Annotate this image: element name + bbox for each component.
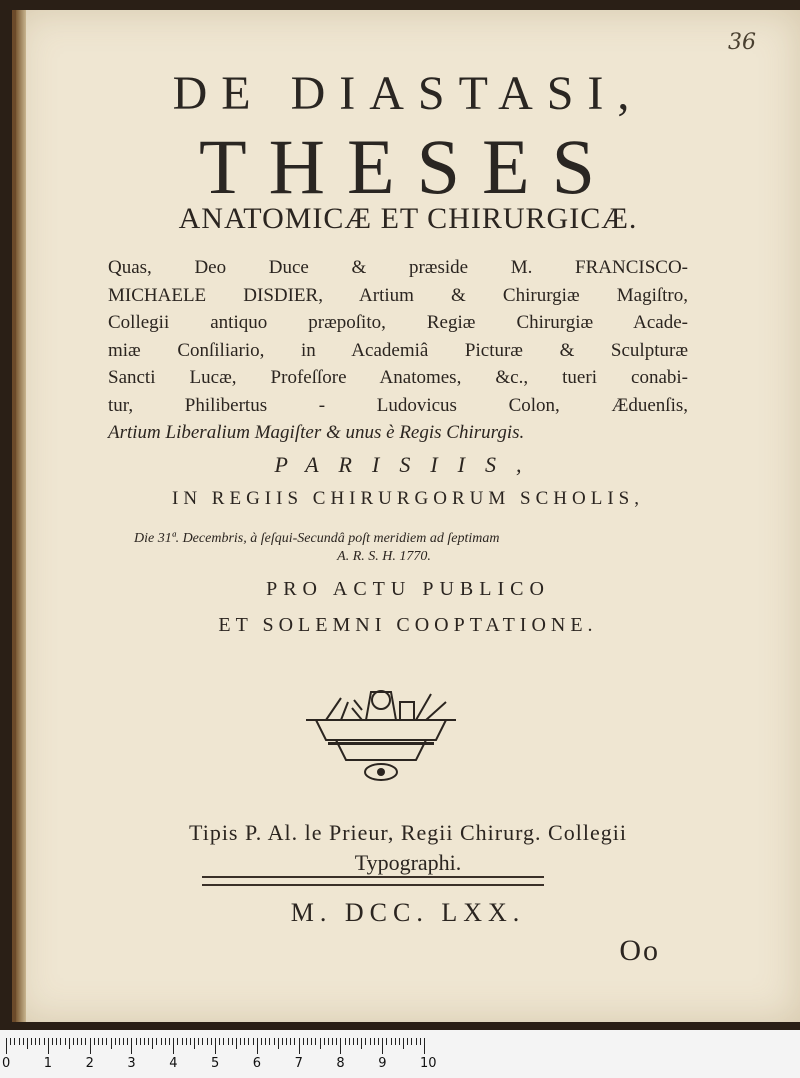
ruler-tick xyxy=(131,1038,132,1054)
ruler-tick xyxy=(332,1038,333,1045)
title-line-2: THESES xyxy=(198,123,618,210)
ruler-tick xyxy=(65,1038,66,1045)
ruler-tick xyxy=(257,1038,258,1054)
ruler-tick xyxy=(340,1038,341,1054)
body-line: Artium Liberalium Magiſter & unus è Regis Chirurgis. xyxy=(108,422,525,443)
ruler-tick xyxy=(395,1038,396,1045)
body-line: Sancti Lucæ, Profeſſore Anatomes, &c., tueri conabi- xyxy=(108,367,688,388)
date-block xyxy=(134,530,634,566)
ruler-tick xyxy=(365,1038,366,1045)
body-line: Quas, Deo Duce & præside M. FRANCISCO- xyxy=(108,257,688,278)
ruler-tick xyxy=(35,1038,36,1045)
dedication-paragraph xyxy=(108,254,688,447)
ruler-tick xyxy=(303,1038,304,1045)
ruler-tick xyxy=(198,1038,199,1045)
ruler-tick xyxy=(48,1038,49,1054)
ruler-tick xyxy=(102,1038,103,1045)
signature-mark: Oo xyxy=(619,934,660,967)
ruler-tick xyxy=(39,1038,40,1045)
ruler-number: 6 xyxy=(252,1056,262,1071)
ruler-tick xyxy=(265,1038,266,1045)
ruler-tick xyxy=(156,1038,157,1045)
ruler-tick xyxy=(69,1038,70,1049)
ruler-tick xyxy=(244,1038,245,1045)
ruler-tick xyxy=(106,1038,107,1045)
ruler-tick xyxy=(336,1038,337,1045)
ruler-tick xyxy=(23,1038,24,1045)
ruler-tick xyxy=(144,1038,145,1045)
ruler-tick xyxy=(186,1038,187,1045)
double-rule xyxy=(202,876,544,886)
title-page xyxy=(12,10,800,1022)
ruler-tick xyxy=(420,1038,421,1045)
printer-line-2: Typographi. xyxy=(354,850,462,875)
ruler-tick xyxy=(240,1038,241,1045)
venue-line: IN REGIIS CHIRURGORUM SCHOLIS, xyxy=(172,488,644,509)
ruler-tick xyxy=(232,1038,233,1045)
printers-ornament-icon xyxy=(296,680,466,790)
date-line-1: Die 31ª. Decembris, à ſeſqui-Secundâ poſt meridiem ad ſeptimam xyxy=(134,531,500,546)
ruler-tick xyxy=(44,1038,45,1045)
ruler-tick xyxy=(136,1038,137,1045)
ruler-tick xyxy=(194,1038,195,1049)
ruler-tick xyxy=(274,1038,275,1045)
ruler-tick xyxy=(169,1038,170,1045)
ruler-tick xyxy=(403,1038,404,1049)
ruler-tick xyxy=(407,1038,408,1045)
ruler-tick xyxy=(223,1038,224,1045)
ruler-tick xyxy=(115,1038,116,1045)
ruler-tick xyxy=(386,1038,387,1045)
ruler-tick xyxy=(282,1038,283,1045)
ruler-tick xyxy=(374,1038,375,1045)
ruler-tick xyxy=(90,1038,91,1054)
ruler-tick xyxy=(202,1038,203,1045)
ruler-tick xyxy=(165,1038,166,1045)
ruler-number: 5 xyxy=(211,1056,220,1071)
ruler-tick xyxy=(56,1038,57,1045)
ruler-tick xyxy=(190,1038,191,1045)
year-line: M. DCC. LXX. xyxy=(290,898,526,927)
ruler-tick xyxy=(52,1038,53,1045)
ruler-tick xyxy=(19,1038,20,1045)
ruler-tick xyxy=(315,1038,316,1045)
ruler-tick xyxy=(307,1038,308,1045)
ruler-tick xyxy=(261,1038,262,1045)
ruler-tick xyxy=(60,1038,61,1045)
ruler-tick xyxy=(278,1038,279,1049)
ruler-tick xyxy=(294,1038,295,1045)
body-line: Collegii antiquo præpoſito, Regiæ Chirurgiæ Acade- xyxy=(108,312,688,333)
ruler-tick xyxy=(345,1038,346,1045)
ruler-tick xyxy=(98,1038,99,1045)
ruler-tick xyxy=(228,1038,229,1045)
ruler-number: 9 xyxy=(378,1056,387,1071)
ruler-tick xyxy=(424,1038,425,1054)
ruler-tick xyxy=(148,1038,149,1045)
ruler-tick xyxy=(391,1038,392,1045)
ruler-tick xyxy=(10,1038,11,1045)
ruler-tick xyxy=(361,1038,362,1049)
ruler-number: 10 xyxy=(420,1056,437,1071)
ruler-tick xyxy=(140,1038,141,1045)
ruler-number: 0 xyxy=(2,1056,11,1071)
ruler-number: 7 xyxy=(294,1056,303,1071)
ruler-tick xyxy=(173,1038,174,1054)
date-line-2: A. R. S. H. 1770. xyxy=(337,549,431,564)
ruler-tick xyxy=(123,1038,124,1045)
ruler-tick xyxy=(320,1038,321,1049)
ruler-tick xyxy=(290,1038,291,1045)
ruler-tick xyxy=(6,1038,7,1054)
ruler-tick xyxy=(94,1038,95,1045)
ruler-tick xyxy=(219,1038,220,1045)
ruler-number: 8 xyxy=(336,1056,345,1071)
folio-number: 36 xyxy=(728,30,756,55)
ruler-tick xyxy=(399,1038,400,1045)
ruler-tick xyxy=(286,1038,287,1045)
title-line-3: ANATOMICÆ ET CHIRURGICÆ. xyxy=(178,202,638,235)
ruler-tick xyxy=(31,1038,32,1045)
ruler-tick xyxy=(81,1038,82,1045)
body-line: MICHAELE DISDIER, Artium & Chirurgiæ Magiſtro, xyxy=(108,284,688,306)
ruler-tick xyxy=(253,1038,254,1045)
ruler-tick xyxy=(161,1038,162,1045)
ruler-number: 4 xyxy=(169,1056,178,1071)
ruler-tick xyxy=(236,1038,237,1049)
ruler-number: 3 xyxy=(127,1056,136,1071)
ruler-tick xyxy=(207,1038,208,1045)
ruler-tick xyxy=(152,1038,153,1049)
ruler-tick xyxy=(328,1038,329,1045)
scale-ruler xyxy=(0,1030,800,1078)
ruler-tick xyxy=(311,1038,312,1045)
printer-line-1: Tipis P. Al. le Prieur, Regii Chirurg. Collegii xyxy=(189,820,627,845)
purpose-line-2: ET SOLEMNI COOPTATIONE. xyxy=(218,614,598,636)
ruler-tick xyxy=(127,1038,128,1045)
ruler-tick xyxy=(324,1038,325,1045)
ruler-tick xyxy=(411,1038,412,1045)
ruler-tick xyxy=(378,1038,379,1045)
ruler-tick xyxy=(370,1038,371,1045)
title-line-1: DE DIASTASI, xyxy=(172,67,644,120)
body-line: tur, Philibertus - Ludovicus Colon, Æduenſis, xyxy=(108,394,688,416)
ruler-number: 2 xyxy=(85,1056,94,1071)
ruler-tick xyxy=(27,1038,28,1049)
purpose-line-1: PRO ACTU PUBLICO xyxy=(266,578,550,600)
ruler-tick xyxy=(85,1038,86,1045)
ruler-tick xyxy=(119,1038,120,1045)
ruler-tick xyxy=(77,1038,78,1045)
ruler-tick xyxy=(269,1038,270,1045)
ruler-tick xyxy=(215,1038,216,1054)
ruler-tick xyxy=(111,1038,112,1049)
ruler-tick xyxy=(349,1038,350,1045)
ruler-tick xyxy=(73,1038,74,1045)
place-line: PARISIIS, xyxy=(274,452,542,477)
ruler-tick xyxy=(382,1038,383,1054)
ruler-tick xyxy=(248,1038,249,1045)
ruler-tick xyxy=(416,1038,417,1045)
body-line: miæ Conſiliario, in Academiâ Picturæ & Sculpturæ xyxy=(108,339,688,361)
ruler-tick xyxy=(211,1038,212,1045)
ruler-tick xyxy=(14,1038,15,1045)
ruler-tick xyxy=(177,1038,178,1045)
ruler-tick xyxy=(357,1038,358,1045)
ruler-tick xyxy=(182,1038,183,1045)
ruler-number: 1 xyxy=(43,1056,53,1071)
ruler-tick xyxy=(353,1038,354,1045)
ruler-tick xyxy=(299,1038,300,1054)
